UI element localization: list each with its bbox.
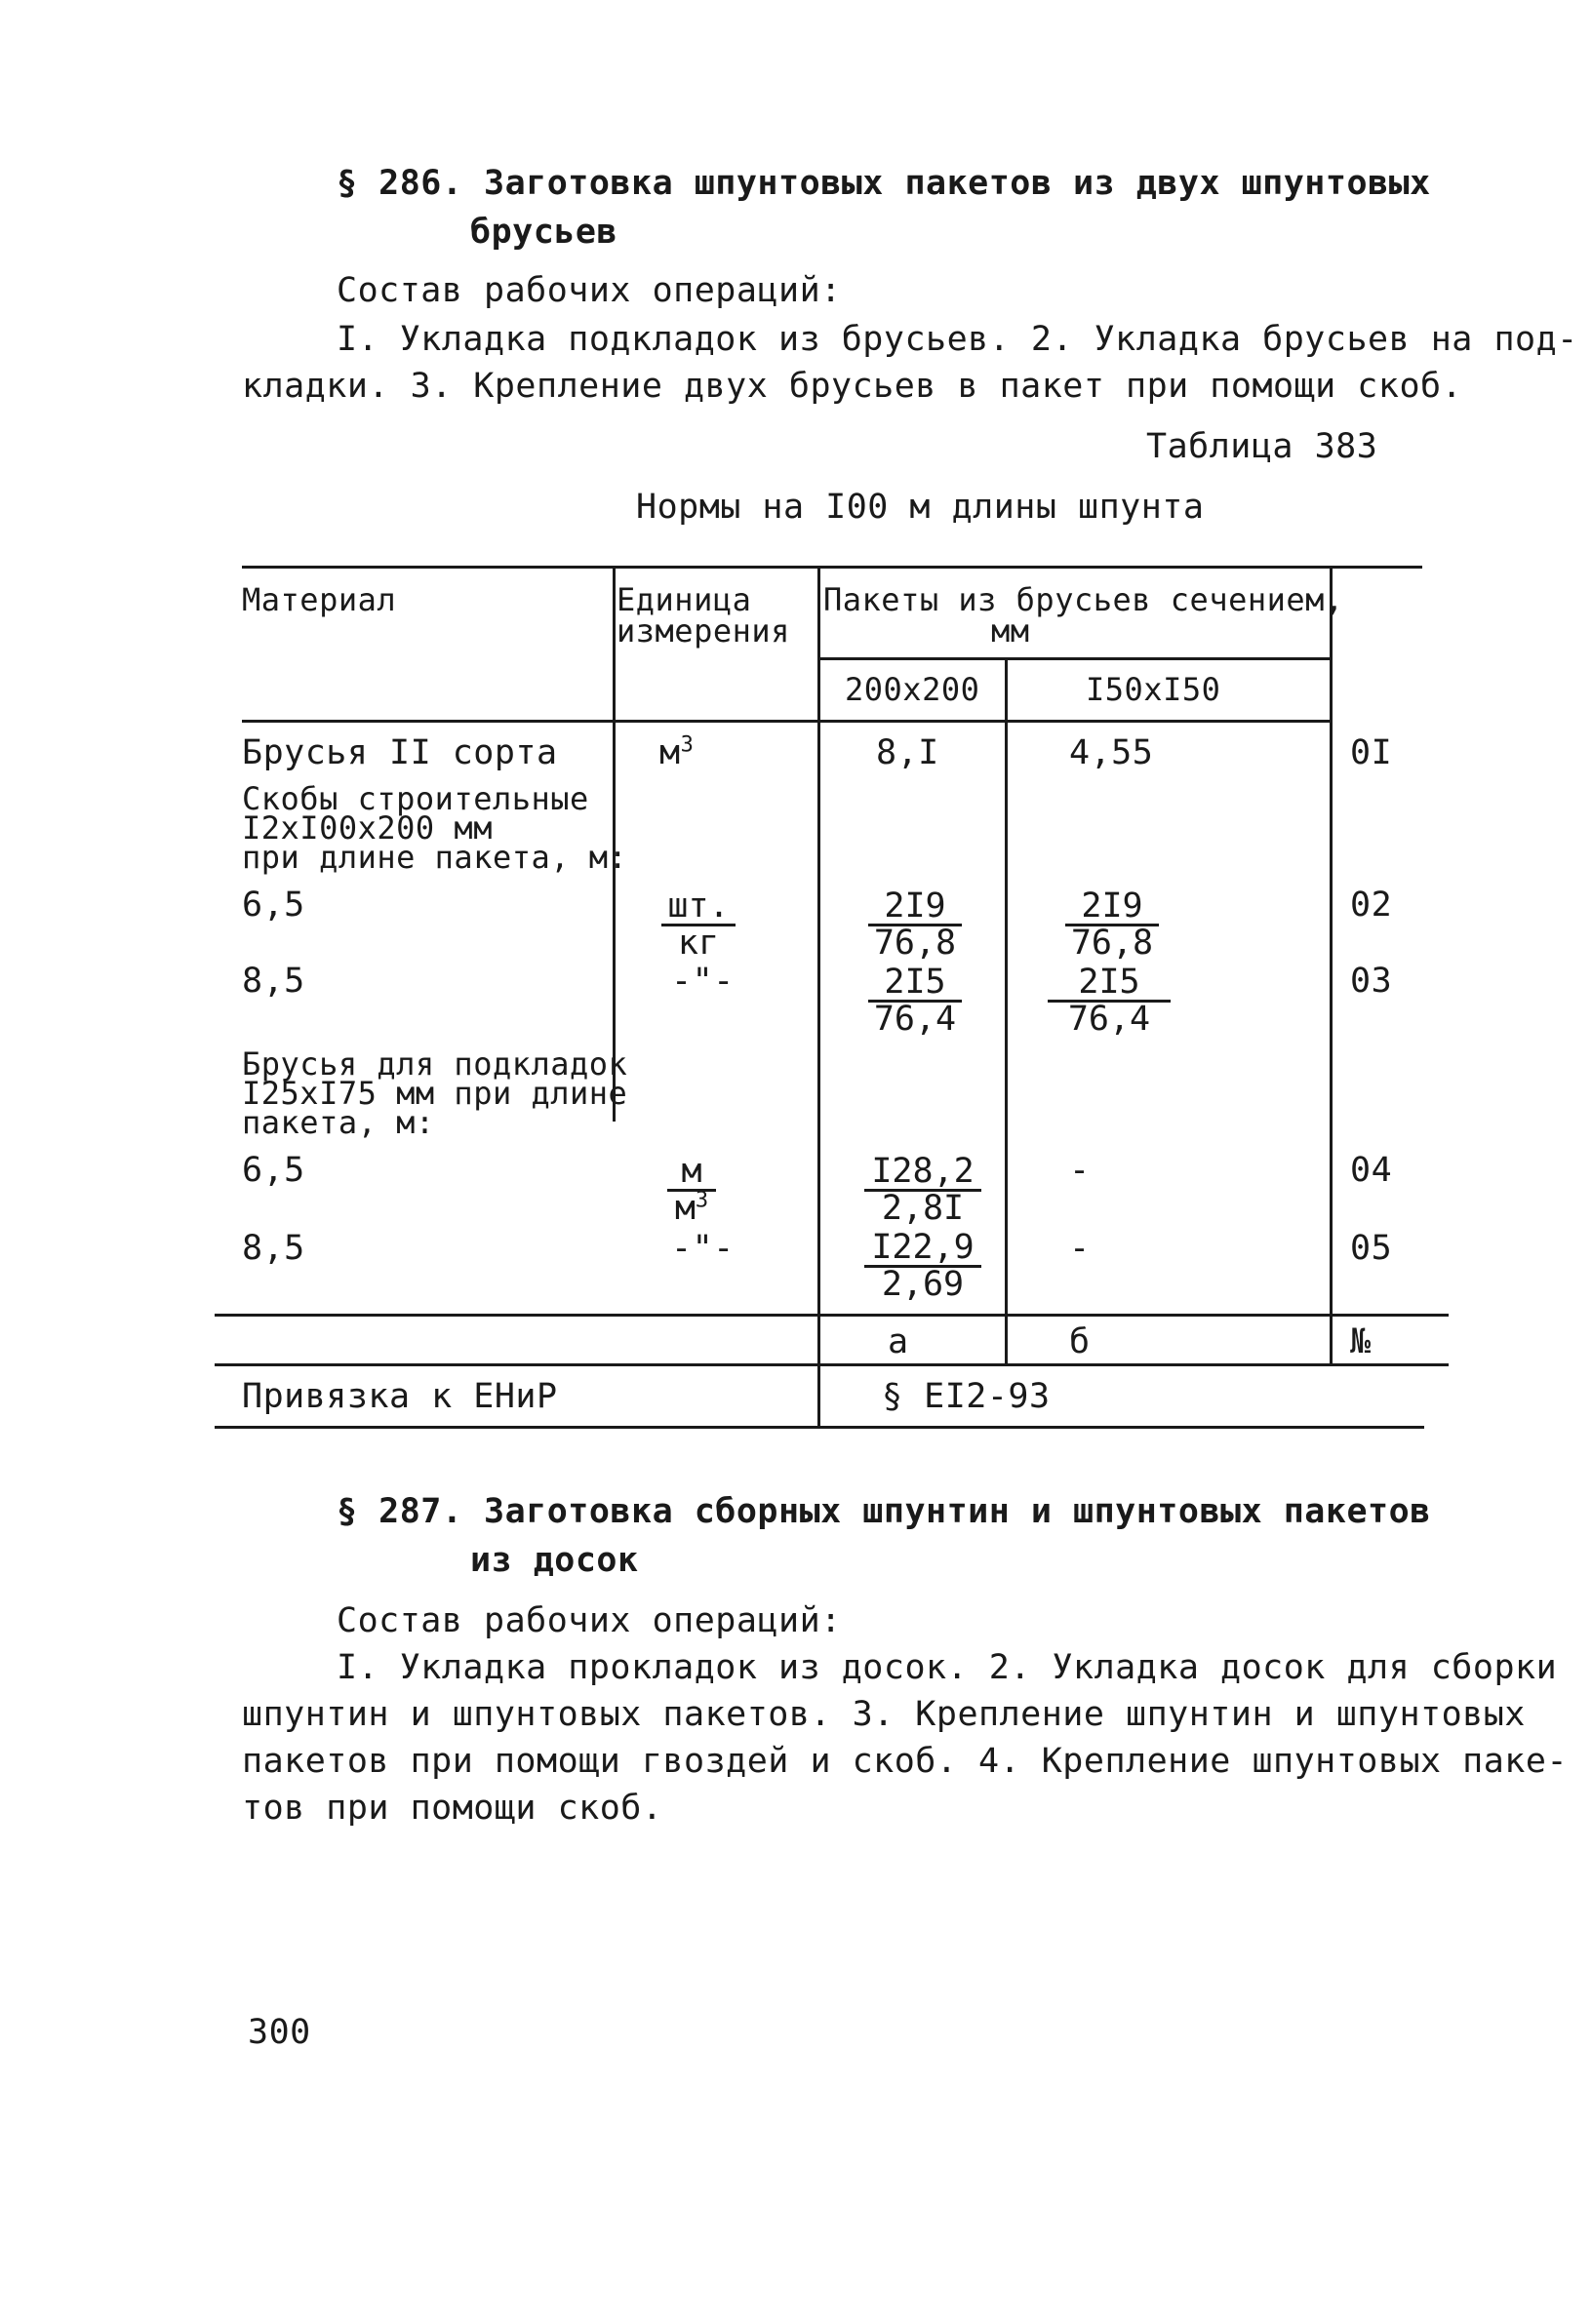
beams-line1: Брусья для подкладок [242, 1045, 628, 1083]
row2-unit-num: шт. [661, 889, 736, 926]
row4-unit-num: м [667, 1155, 716, 1192]
row2-code: 02 [1350, 886, 1393, 925]
row2-col-b-den: 76,8 [1070, 924, 1154, 963]
header-sub-rule [817, 657, 1333, 660]
row2-unit [661, 886, 736, 963]
row4-material: 6,5 [242, 1151, 305, 1190]
binding-value: § EI2-93 [882, 1377, 1051, 1416]
row2-col-a [868, 886, 962, 963]
row4-unit-den: $м^3$ [674, 1188, 709, 1228]
row5-unit: -"- [671, 1229, 735, 1268]
col-divider-ab [1005, 659, 1008, 1365]
header-unit-line1: Единица [617, 581, 752, 618]
section-286-heading-line2: брусьев [470, 213, 618, 252]
row1-material: Брусья II сорта [242, 733, 558, 772]
section-287-heading-line2: из досок [470, 1541, 639, 1580]
row4-col-a [864, 1152, 981, 1228]
row1-code: 0I [1350, 733, 1393, 772]
row4-unit [667, 1152, 716, 1228]
row2-col-b-num: 2I9 [1065, 889, 1159, 926]
header-col-b: I50xI50 [1086, 671, 1221, 708]
section-286-heading-line1: § 286. Заготовка шпунтовых пакетов из двух шпунтовых [337, 164, 1431, 203]
header-group-line1: Пакеты из брусьев сечением, [823, 581, 1344, 618]
row3-col-a-num: 2I5 [868, 965, 962, 1003]
row5-col-a-num: I22,9 [864, 1231, 981, 1268]
section-286-ops-line2: кладки. 3. Крепление двух брусьев в пакет при помощи скоб. [242, 367, 1463, 406]
row2-col-a-num: 2I9 [868, 889, 962, 926]
col-divider-unit [817, 568, 820, 1428]
row3-col-b [1048, 963, 1171, 1039]
row1-col-a: 8,I [876, 733, 939, 772]
binding-label: Привязка к ЕНиР [242, 1377, 558, 1416]
section-287-ops-line3: пакетов при помощи гвоздей и скоб. 4. Крепление шпунтовых паке- [242, 1742, 1569, 1781]
staples-line1: Скобы строительные [242, 780, 589, 817]
row5-col-a [864, 1228, 981, 1304]
footer-col-code: № [1350, 1322, 1372, 1361]
row2-col-b [1065, 886, 1159, 963]
section-286-ops-title: Состав рабочих операций: [337, 271, 842, 310]
row4-col-a-den: 2,8I [881, 1189, 965, 1228]
row4-code: 04 [1350, 1151, 1393, 1190]
col-divider-code [1330, 568, 1333, 1365]
section-287-ops-line1: I. Укладка прокладок из досок. 2. Укладка досок для сборки [337, 1648, 1558, 1687]
table-caption: Нормы на I00 м длины шпунта [636, 488, 1205, 527]
row4-col-a-num: I28,2 [864, 1155, 981, 1192]
table-top-rule [242, 566, 1422, 569]
row5-col-a-den: 2,69 [881, 1265, 965, 1304]
body-bottom-rule [215, 1314, 1449, 1317]
row5-code: 05 [1350, 1229, 1393, 1268]
header-group-line2: мм [991, 612, 1030, 650]
row5-col-b: - [1069, 1229, 1091, 1268]
row3-material: 8,5 [242, 962, 305, 1001]
section-287-heading-line1: § 287. Заготовка сборных шпунтин и шпунтовых пакетов [337, 1492, 1431, 1531]
footer-col-b: б [1069, 1322, 1091, 1361]
staples-line3: при длине пакета, м: [242, 839, 628, 876]
footer-rule [215, 1363, 1449, 1366]
row3-col-b-num: 2I5 [1048, 965, 1171, 1003]
header-bottom-rule [242, 720, 1333, 723]
row3-unit: -"- [671, 962, 735, 1001]
section-287-ops-title: Состав рабочих операций: [337, 1601, 842, 1640]
row3-code: 03 [1350, 962, 1393, 1001]
row1-col-b: 4,55 [1069, 733, 1154, 772]
row5-material: 8,5 [242, 1229, 305, 1268]
row4-col-b: - [1069, 1151, 1091, 1190]
row2-col-a-den: 76,8 [873, 924, 957, 963]
header-material: Материал [242, 581, 397, 618]
row2-material: 6,5 [242, 886, 305, 925]
footer-col-a: а [888, 1322, 909, 1361]
row3-col-a [868, 963, 962, 1039]
section-287-ops-line2: шпунтин и шпунтовых пакетов. 3. Крепление шпунтин и шпунтовых [242, 1695, 1526, 1734]
row1-unit: $м^3$ [659, 732, 695, 772]
header-unit-line2: измерения [617, 612, 790, 650]
row3-col-a-den: 76,4 [873, 1000, 957, 1039]
section-287-ops-line4: тов при помощи скоб. [242, 1789, 663, 1828]
staples-line2: I2xI00x200 мм [242, 809, 493, 847]
header-col-a: 200x200 [845, 671, 980, 708]
beams-line2: I25xI75 мм при длине [242, 1075, 628, 1112]
page-number: 300 [248, 2013, 311, 2052]
row3-col-b-den: 76,4 [1067, 1000, 1151, 1039]
beams-line3: пакета, м: [242, 1104, 435, 1141]
section-286-ops-line1: I. Укладка подкладок из брусьев. 2. Укладка брусьев на под- [337, 320, 1578, 359]
table-number: Таблица 383 [1146, 427, 1378, 466]
row2-unit-den: кг [677, 924, 720, 963]
